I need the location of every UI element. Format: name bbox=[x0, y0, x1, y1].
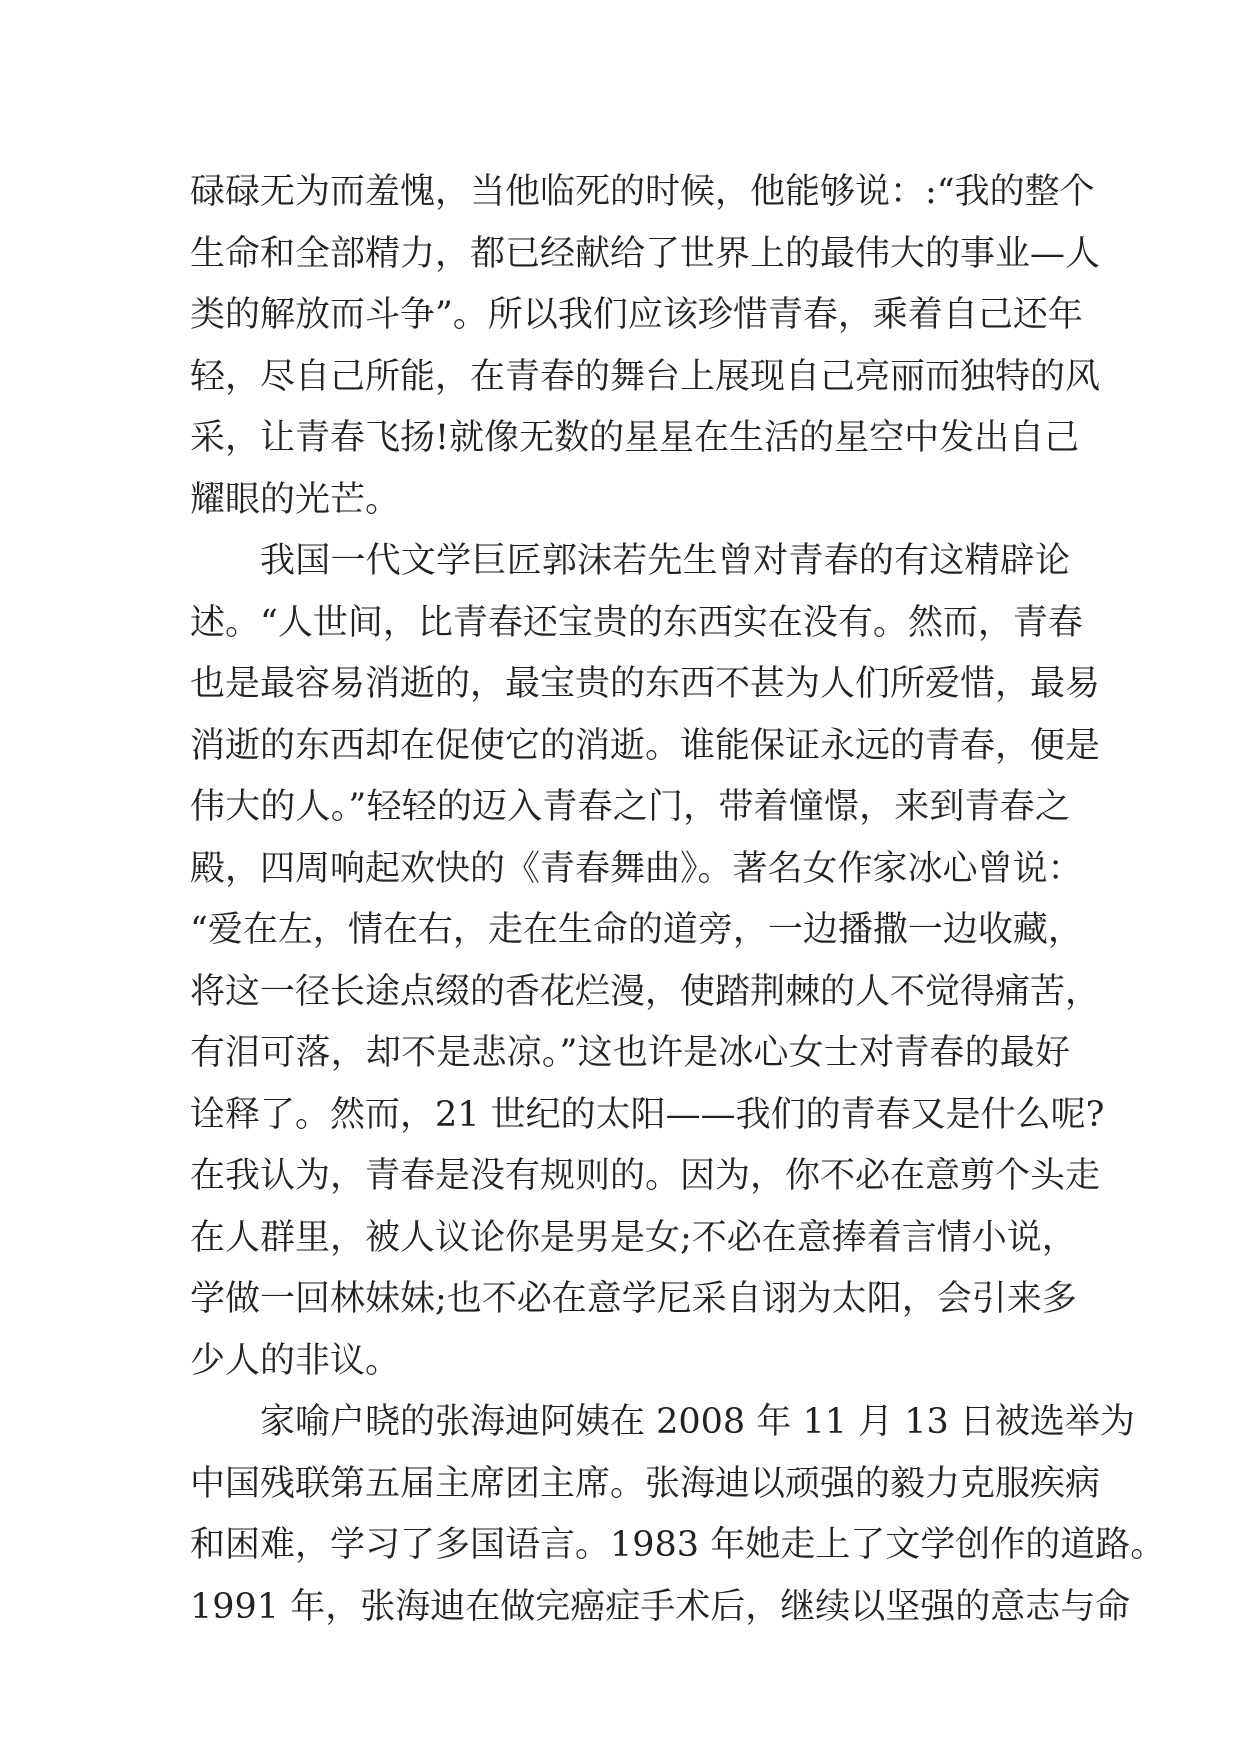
text-line: 有泪可落，却不是悲凉。”这也许是冰心女士对青春的最好 bbox=[190, 1033, 1070, 1073]
text-line: 碌碌无为而羞愧，当他临死的时候，他能够说：:“我的整个 bbox=[190, 172, 1095, 212]
text-line: 伟大的人。”轻轻的迈入青春之门，带着憧憬，来到青春之 bbox=[190, 787, 1070, 827]
paragraph-first-line: 家喻户晓的张海迪阿姨在 2008 年 11 月 13 日被选举为 bbox=[260, 1402, 1135, 1442]
text-line: 中国残联第五届主席团主席。张海迪以顽强的毅力克服疾病 bbox=[190, 1463, 1101, 1504]
text-line: 生命和全部精力，都已经献给了世界上的最伟大的事业—人 bbox=[190, 233, 1101, 274]
text-line: 学做一回林妹妹;也不必在意学尼采自诩为太阳，会引来多 bbox=[190, 1279, 1077, 1319]
document-body bbox=[190, 162, 1166, 1638]
text-line: 轻，尽自己所能，在青春的舞台上展现自己亮丽而独特的风 bbox=[190, 356, 1101, 397]
text-line: 耀眼的光芒。 bbox=[190, 479, 401, 520]
text-line: 也是最容易消逝的，最宝贵的东西不甚为人们所爱惜，最易 bbox=[190, 664, 1101, 704]
text-line: 在我认为，青春是没有规则的。因为，你不必在意剪个头走 bbox=[190, 1156, 1101, 1196]
text-line: 1991 年，张海迪在做完癌症手术后，继续以坚强的意志与命 bbox=[190, 1586, 1131, 1627]
text-line: “爱在左，情在右，走在生命的道旁，一边播撒一边收藏， bbox=[190, 910, 1083, 950]
text-line: 殿，四周响起欢快的《青春舞曲》。著名女作家冰心曾说： bbox=[190, 848, 1083, 889]
text-line: 和困难，学习了多国语言。1983 年她走上了文学创作的道路。 bbox=[190, 1525, 1166, 1565]
text-line: 少人的非议。 bbox=[190, 1340, 401, 1381]
text-line: 在人群里，被人议论你是男是女;不必在意捧着言情小说， bbox=[190, 1217, 1077, 1258]
text-line: 诠释了。然而，21 世纪的太阳——我们的青春又是什么呢? bbox=[190, 1094, 1105, 1135]
paragraph-first-line: 我国一代文学巨匠郭沫若先生曾对青春的有这精辟论 bbox=[260, 541, 1070, 581]
text-line: 消逝的东西却在促使它的消逝。谁能保证永远的青春，便是 bbox=[190, 725, 1101, 766]
text-line: 类的解放而斗争”。所以我们应该珍惜青春，乘着自己还年 bbox=[190, 295, 1083, 335]
text-line: 将这一径长途点缀的香花烂漫，使踏荆棘的人不觉得痛苦， bbox=[190, 971, 1101, 1012]
text-line: 采，让青春飞扬!就像无数的星星在生活的星空中发出自己 bbox=[190, 418, 1080, 458]
text-line: 述。“人世间，比青春还宝贵的东西实在没有。然而，青春 bbox=[190, 602, 1083, 643]
